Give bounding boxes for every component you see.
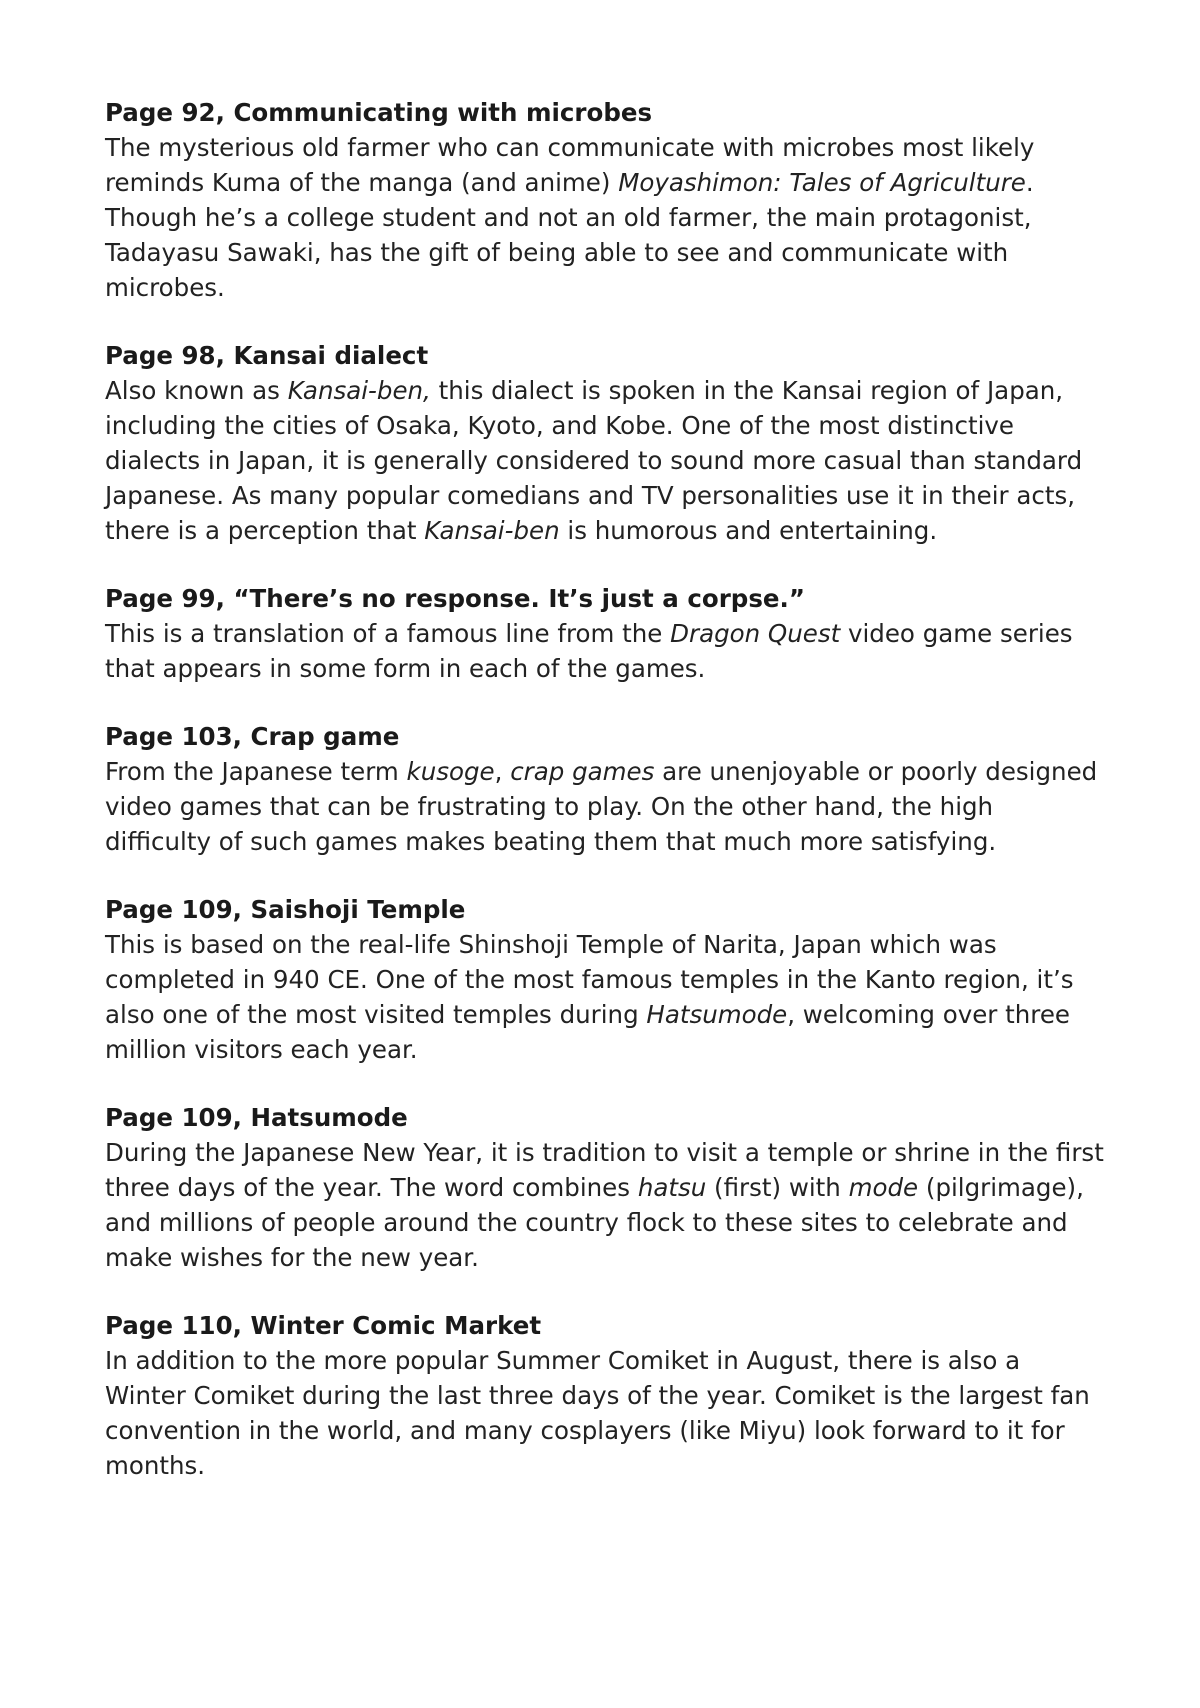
note-entry <box>105 719 1105 859</box>
note-italic-text: Hatsumode <box>646 1000 788 1029</box>
notes-page <box>105 95 1105 1516</box>
note-text: In addition to the more popular Summer Comiket in August, there is also a Winter Comiket during the last three days of the year. Comiket is the largest fan convention in the world, and many cosplayers (like Miyu) look forward to it for months. <box>105 1346 1090 1480</box>
note-title: Page 99, “There’s no response. It’s just a corpse.” <box>105 584 805 613</box>
note-italic-text: Kansai-ben <box>424 516 560 545</box>
note-entry <box>105 95 1105 305</box>
note-italic-text: Dragon Quest <box>670 619 841 648</box>
note-entry <box>105 581 1105 686</box>
note-body <box>105 927 1105 1067</box>
note-italic-text: kusoge <box>406 757 495 786</box>
note-text: , welcoming over three million visitors each year. <box>105 1000 1070 1064</box>
note-text: (pilgrimage), and millions of people around the country flock to these sites to celebrate and make wishes for the new year. <box>105 1173 1084 1272</box>
note-text: this dialect is spoken in the Kansai region of Japan, including the cities of Osaka, Kyoto, and Kobe. One of the most distinctive dialects in Japan, it is generally considered to sound more casual than standard Japanese. As many popular comedians and TV personalities use it in their acts, there is a perception that <box>105 376 1083 545</box>
note-body <box>105 1343 1105 1483</box>
note-title: Page 109, Saishoji Temple <box>105 895 466 924</box>
note-title: Page 92, Communicating with microbes <box>105 98 653 127</box>
note-italic-text: Moyashimon: Tales of Agriculture <box>618 168 1026 197</box>
note-title: Page 98, Kansai dialect <box>105 341 429 370</box>
note-title: Page 103, Crap game <box>105 722 400 751</box>
note-italic-text: mode <box>848 1173 919 1202</box>
note-text: is humorous and entertaining. <box>559 516 938 545</box>
note-text: are unenjoyable or poorly designed video games that can be frustrating to play. On the other hand, the high difficulty of such games makes beating them that much more satisfying. <box>105 757 1098 856</box>
note-body <box>105 373 1105 548</box>
note-text: Also known as <box>105 376 288 405</box>
note-text: . Though he’s a college student and not an old farmer, the main protagonist, Tadayasu Sawaki, has the gift of being able to see and communicate with microbes. <box>105 168 1034 302</box>
note-text: (first) with <box>706 1173 849 1202</box>
note-italic-text: Kansai-ben, <box>287 376 431 405</box>
note-body <box>105 130 1105 305</box>
note-title: Page 109, Hatsumode <box>105 1103 408 1132</box>
note-text: video game series that appears in some form in each of the games. <box>105 619 1073 683</box>
note-text: The mysterious old farmer who can communicate with microbes most likely reminds Kuma of the manga (and anime) <box>105 133 1035 197</box>
note-body <box>105 616 1105 686</box>
note-entry <box>105 1100 1105 1275</box>
note-italic-text: hatsu <box>637 1173 707 1202</box>
note-text: This is based on the real-life Shinshoji Temple of Narita, Japan which was completed in 940 CE. One of the most famous temples in the Kanto region, it’s also one of the most visited temples during <box>105 930 1074 1029</box>
note-entry <box>105 892 1105 1067</box>
note-italic-text: crap games <box>510 757 655 786</box>
note-entry <box>105 338 1105 548</box>
note-body <box>105 1135 1105 1275</box>
note-entry <box>105 1308 1105 1483</box>
note-body <box>105 754 1105 859</box>
note-text: This is a translation of a famous line from the <box>105 619 671 648</box>
note-text: During the Japanese New Year, it is tradition to visit a temple or shrine in the first three days of the year. The word combines <box>105 1138 1104 1202</box>
note-text: From the Japanese term <box>105 757 407 786</box>
note-text: , <box>494 757 511 786</box>
note-title: Page 110, Winter Comic Market <box>105 1311 542 1340</box>
